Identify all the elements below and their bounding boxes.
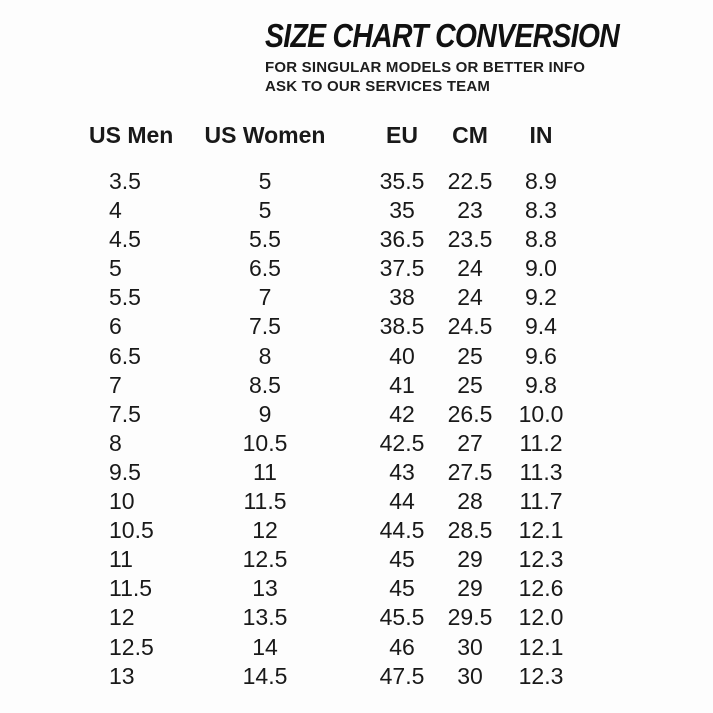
table-cell: 40 xyxy=(389,342,415,369)
table-cell: 14.5 xyxy=(242,662,288,689)
table-cell: 41 xyxy=(389,371,415,398)
table-header-row xyxy=(0,121,713,150)
table-cell: 13.5 xyxy=(242,604,288,631)
table-cell: 7.5 xyxy=(249,313,281,340)
table-row xyxy=(0,225,713,254)
table-cell: 3.5 xyxy=(109,168,141,194)
table-cell: 38.5 xyxy=(379,313,425,340)
table-cell: 25 xyxy=(457,371,483,398)
column-header-us-women: US Women xyxy=(204,122,326,148)
table-row xyxy=(0,429,713,458)
table-cell: 27.5 xyxy=(447,458,493,485)
table-cell: 4 xyxy=(109,197,122,224)
table-cell: 30 xyxy=(457,633,483,660)
table-cell: 12 xyxy=(109,604,135,631)
table-cell: 23.5 xyxy=(447,226,493,253)
table-cell: 47.5 xyxy=(379,662,425,689)
column-header-us-men: US Men xyxy=(89,122,174,148)
table-cell: 30 xyxy=(457,662,483,689)
table-cell: 6.5 xyxy=(109,342,141,369)
table-cell: 9.0 xyxy=(525,255,557,282)
table-row xyxy=(0,312,713,341)
table-cell: 45.5 xyxy=(379,604,425,631)
table-cell: 22.5 xyxy=(447,168,493,194)
table-cell: 46 xyxy=(389,633,415,660)
table-body xyxy=(0,167,713,691)
table-cell: 37.5 xyxy=(379,255,425,282)
table-cell: 5 xyxy=(109,255,122,282)
table-cell: 5.5 xyxy=(109,284,141,311)
table-cell: 13 xyxy=(252,575,278,602)
table-cell: 12 xyxy=(252,517,278,544)
table-cell: 12.0 xyxy=(518,604,564,631)
table-cell: 10.0 xyxy=(518,400,564,427)
table-row xyxy=(0,458,713,487)
table-cell: 9.4 xyxy=(525,313,557,340)
table-cell: 44.5 xyxy=(379,517,425,544)
table-cell: 7 xyxy=(258,284,272,311)
table-cell: 11 xyxy=(253,458,277,485)
table-cell: 29 xyxy=(457,575,483,602)
table-cell: 7 xyxy=(109,371,122,398)
table-cell: 6 xyxy=(109,313,122,340)
page-title: SIZE CHART CONVERSION xyxy=(265,17,620,54)
table-cell: 38 xyxy=(389,284,415,311)
table-cell: 5.5 xyxy=(249,226,281,253)
table-cell: 23 xyxy=(457,197,483,224)
table-cell: 9.8 xyxy=(525,371,557,398)
table-cell: 10.5 xyxy=(242,429,288,456)
table-cell: 12.5 xyxy=(109,633,154,660)
page-subtitle-line1: FOR SINGULAR MODELS OR BETTER INFO xyxy=(265,59,586,76)
table-cell: 45 xyxy=(389,575,415,602)
table-cell: 29 xyxy=(457,546,483,573)
table-cell: 4.5 xyxy=(109,226,141,253)
table-cell: 24.5 xyxy=(447,313,493,340)
page-subtitle-line2: ASK TO OUR SERVICES TEAM xyxy=(265,78,491,95)
table-row xyxy=(0,400,713,429)
table-cell: 35.5 xyxy=(379,168,425,194)
table-cell: 25 xyxy=(457,342,483,369)
table-row xyxy=(0,167,713,196)
table-row xyxy=(0,283,713,312)
table-cell: 5 xyxy=(258,168,272,194)
table-cell: 44 xyxy=(389,488,415,515)
table-row xyxy=(0,487,713,516)
table-cell: 28.5 xyxy=(447,517,493,544)
table-cell: 13 xyxy=(109,662,135,689)
table-cell: 12.6 xyxy=(518,575,564,602)
table-cell: 24 xyxy=(457,284,483,311)
table-cell: 42.5 xyxy=(379,429,425,456)
table-cell: 10.5 xyxy=(109,517,154,544)
table-cell: 8.3 xyxy=(525,197,557,224)
table-row xyxy=(0,545,713,574)
table-row xyxy=(0,633,713,662)
table-cell: 35 xyxy=(389,197,415,224)
table-cell: 28 xyxy=(457,488,483,515)
table-cell: 9.5 xyxy=(109,458,141,485)
table-row xyxy=(0,574,713,603)
table-row xyxy=(0,196,713,225)
column-header-cm: CM xyxy=(452,122,488,148)
table-cell: 8 xyxy=(109,429,122,456)
table-cell: 36.5 xyxy=(379,226,425,253)
table-row xyxy=(0,371,713,400)
column-header-in: IN xyxy=(529,122,553,148)
table-cell: 26.5 xyxy=(447,400,493,427)
table-cell: 11.7 xyxy=(519,488,563,515)
table-cell: 42 xyxy=(389,400,415,427)
table-cell: 43 xyxy=(389,458,415,485)
table-cell: 9.6 xyxy=(525,342,557,369)
table-cell: 29.5 xyxy=(447,604,493,631)
table-cell: 12.3 xyxy=(518,662,564,689)
table-cell: 27 xyxy=(457,429,483,456)
chart-header xyxy=(265,17,685,96)
table-cell: 12.3 xyxy=(518,546,564,573)
table-cell: 14 xyxy=(252,633,278,660)
table-cell: 11.3 xyxy=(519,458,563,485)
table-cell: 11.5 xyxy=(109,575,153,602)
table-cell: 8.8 xyxy=(525,226,557,253)
table-cell: 7.5 xyxy=(109,400,141,427)
table-row xyxy=(0,254,713,283)
table-cell: 9 xyxy=(258,400,272,427)
table-cell: 9.2 xyxy=(525,284,557,311)
table-cell: 6.5 xyxy=(249,255,281,282)
table-row xyxy=(0,342,713,371)
table-row xyxy=(0,662,713,691)
table-cell: 8 xyxy=(258,342,272,369)
table-cell: 11.2 xyxy=(519,429,563,456)
table-cell: 8.5 xyxy=(249,371,281,398)
column-header-eu: EU xyxy=(386,122,418,148)
table-cell: 5 xyxy=(258,197,272,224)
table-cell: 12.1 xyxy=(518,633,564,660)
table-cell: 45 xyxy=(389,546,415,573)
table-cell: 12.1 xyxy=(518,517,564,544)
table-cell: 10 xyxy=(109,488,135,515)
table-cell: 11.5 xyxy=(243,488,287,515)
table-cell: 8.9 xyxy=(525,168,557,194)
table-cell: 11 xyxy=(109,546,133,573)
table-cell: 24 xyxy=(457,255,483,282)
table-row xyxy=(0,603,713,632)
table-row xyxy=(0,516,713,545)
table-cell: 12.5 xyxy=(242,546,288,573)
